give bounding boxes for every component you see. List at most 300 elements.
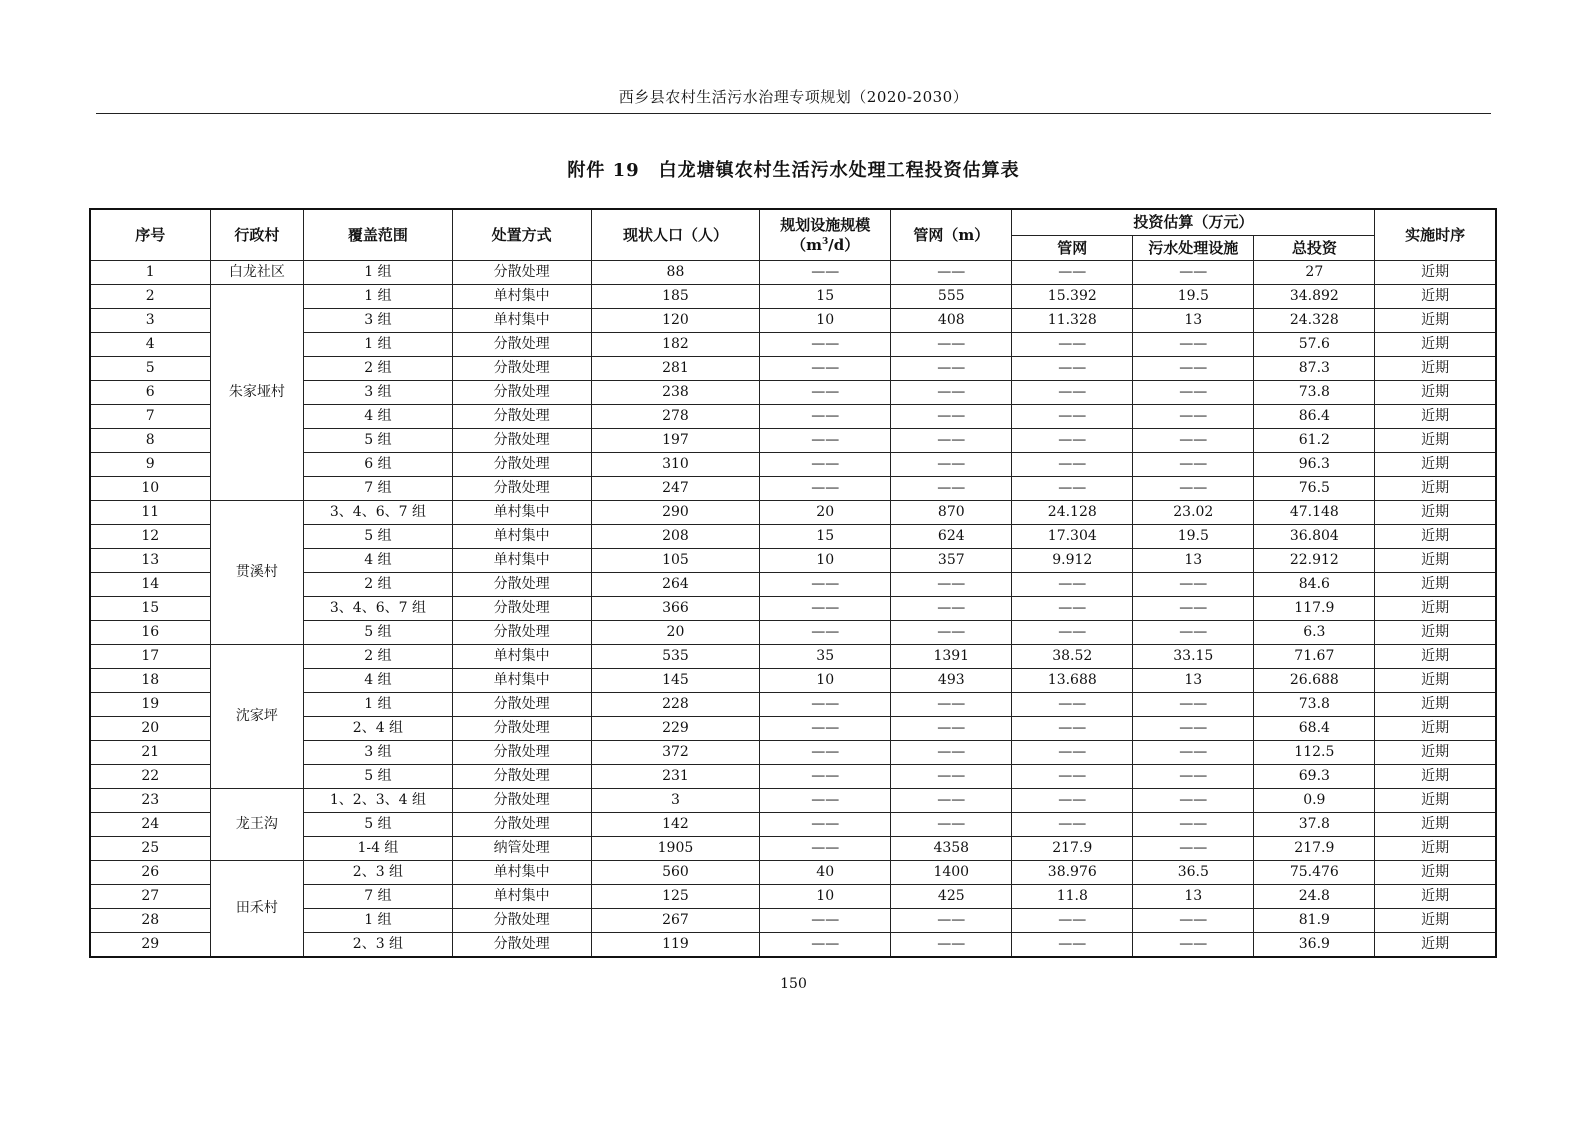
cell-seq: 21: [90, 741, 210, 765]
cell-inv-total: 47.148: [1254, 501, 1375, 525]
cell-facility-scale: 15: [760, 525, 891, 549]
cell-population: 310: [591, 453, 759, 477]
cell-method: 分散处理: [452, 405, 591, 429]
cell-timing: 近期: [1375, 309, 1496, 333]
cell-timing: 近期: [1375, 909, 1496, 933]
cell-inv-facility: 13: [1133, 309, 1254, 333]
cell-inv-pipe: ——: [1012, 357, 1133, 381]
cell-inv-facility: ——: [1133, 693, 1254, 717]
cell-timing: 近期: [1375, 621, 1496, 645]
cell-method: 单村集中: [452, 309, 591, 333]
cell-inv-pipe: ——: [1012, 813, 1133, 837]
cell-pipe-length: 408: [891, 309, 1012, 333]
cell-method: 单村集中: [452, 885, 591, 909]
cell-facility-scale: 10: [760, 549, 891, 573]
cell-facility-scale: 20: [760, 501, 891, 525]
cell-population: 290: [591, 501, 759, 525]
cell-scope: 5 组: [304, 765, 452, 789]
cell-pipe-length: ——: [891, 813, 1012, 837]
cell-inv-pipe: ——: [1012, 621, 1133, 645]
cell-inv-facility: 19.5: [1133, 285, 1254, 309]
cell-village: 朱家垭村: [210, 285, 304, 501]
cell-inv-facility: ——: [1133, 381, 1254, 405]
cell-pipe-length: ——: [891, 381, 1012, 405]
cell-timing: 近期: [1375, 429, 1496, 453]
cell-inv-total: 76.5: [1254, 477, 1375, 501]
cell-scope: 1 组: [304, 693, 452, 717]
header-inv-total: 总投资: [1254, 236, 1375, 261]
cell-inv-total: 86.4: [1254, 405, 1375, 429]
cell-method: 分散处理: [452, 717, 591, 741]
cell-method: 分散处理: [452, 333, 591, 357]
cell-inv-facility: 36.5: [1133, 861, 1254, 885]
cell-seq: 20: [90, 717, 210, 741]
cell-pipe-length: 493: [891, 669, 1012, 693]
cell-timing: 近期: [1375, 717, 1496, 741]
cell-method: 单村集中: [452, 669, 591, 693]
cell-pipe-length: ——: [891, 741, 1012, 765]
cell-population: 1905: [591, 837, 759, 861]
cell-facility-scale: 40: [760, 861, 891, 885]
cell-timing: 近期: [1375, 597, 1496, 621]
cell-timing: 近期: [1375, 333, 1496, 357]
cell-population: 197: [591, 429, 759, 453]
cell-inv-total: 73.8: [1254, 693, 1375, 717]
cell-scope: 2、3 组: [304, 933, 452, 958]
cell-inv-facility: ——: [1133, 261, 1254, 285]
cell-scope: 4 组: [304, 405, 452, 429]
cell-pipe-length: ——: [891, 717, 1012, 741]
cell-method: 单村集中: [452, 501, 591, 525]
cell-scope: 3 组: [304, 381, 452, 405]
cell-facility-scale: ——: [760, 909, 891, 933]
cell-scope: 6 组: [304, 453, 452, 477]
cell-pipe-length: 1391: [891, 645, 1012, 669]
cell-inv-pipe: ——: [1012, 261, 1133, 285]
cell-facility-scale: ——: [760, 789, 891, 813]
cell-inv-total: 87.3: [1254, 357, 1375, 381]
cell-scope: 5 组: [304, 429, 452, 453]
cell-pipe-length: ——: [891, 597, 1012, 621]
cell-scope: 1 组: [304, 909, 452, 933]
cell-population: 105: [591, 549, 759, 573]
cell-inv-pipe: ——: [1012, 453, 1133, 477]
cell-method: 单村集中: [452, 645, 591, 669]
cell-seq: 18: [90, 669, 210, 693]
cell-population: 119: [591, 933, 759, 958]
cell-facility-scale: ——: [760, 477, 891, 501]
cell-inv-pipe: ——: [1012, 933, 1133, 958]
header-pipe-length: 管网（m）: [891, 209, 1012, 261]
cell-inv-total: 217.9: [1254, 837, 1375, 861]
table-body: [90, 261, 1496, 958]
cell-inv-pipe: ——: [1012, 789, 1133, 813]
cell-facility-scale: ——: [760, 333, 891, 357]
page-number: 150: [780, 976, 807, 992]
cell-scope: 7 组: [304, 885, 452, 909]
header-timing: 实施时序: [1375, 209, 1496, 261]
cell-method: 分散处理: [452, 933, 591, 958]
cell-population: 3: [591, 789, 759, 813]
cell-timing: 近期: [1375, 285, 1496, 309]
cell-inv-total: 24.8: [1254, 885, 1375, 909]
cell-method: 纳管处理: [452, 837, 591, 861]
cell-inv-facility: ——: [1133, 453, 1254, 477]
table-row: [90, 285, 1496, 309]
cell-seq: 28: [90, 909, 210, 933]
cell-facility-scale: ——: [760, 741, 891, 765]
cell-method: 分散处理: [452, 789, 591, 813]
cell-facility-scale: ——: [760, 405, 891, 429]
cell-inv-facility: ——: [1133, 909, 1254, 933]
document-title: 附件 19 白龙塘镇农村生活污水处理工程投资估算表: [567, 160, 1020, 181]
cell-inv-facility: ——: [1133, 789, 1254, 813]
cell-facility-scale: ——: [760, 261, 891, 285]
cell-scope: 1 组: [304, 333, 452, 357]
cell-seq: 8: [90, 429, 210, 453]
cell-population: 20: [591, 621, 759, 645]
cell-inv-pipe: ——: [1012, 477, 1133, 501]
cell-seq: 19: [90, 693, 210, 717]
cell-seq: 13: [90, 549, 210, 573]
cell-inv-pipe: ——: [1012, 333, 1133, 357]
cell-inv-total: 22.912: [1254, 549, 1375, 573]
cell-seq: 14: [90, 573, 210, 597]
cell-inv-facility: ——: [1133, 477, 1254, 501]
cell-population: 281: [591, 357, 759, 381]
cell-pipe-length: 357: [891, 549, 1012, 573]
cell-timing: 近期: [1375, 573, 1496, 597]
cell-method: 分散处理: [452, 621, 591, 645]
cell-timing: 近期: [1375, 405, 1496, 429]
cell-inv-pipe: ——: [1012, 597, 1133, 621]
cell-inv-total: 69.3: [1254, 765, 1375, 789]
cell-inv-total: 34.892: [1254, 285, 1375, 309]
cell-pipe-length: ——: [891, 693, 1012, 717]
cell-inv-total: 112.5: [1254, 741, 1375, 765]
cell-inv-pipe: 13.688: [1012, 669, 1133, 693]
cell-pipe-length: ——: [891, 477, 1012, 501]
cell-pipe-length: ——: [891, 357, 1012, 381]
cell-population: 182: [591, 333, 759, 357]
cell-seq: 24: [90, 813, 210, 837]
cell-inv-pipe: 38.976: [1012, 861, 1133, 885]
cell-timing: 近期: [1375, 765, 1496, 789]
cell-inv-facility: ——: [1133, 837, 1254, 861]
cell-scope: 5 组: [304, 813, 452, 837]
cell-pipe-length: ——: [891, 621, 1012, 645]
cell-scope: 1 组: [304, 285, 452, 309]
cell-inv-total: 75.476: [1254, 861, 1375, 885]
cell-inv-pipe: ——: [1012, 381, 1133, 405]
header-method: 处置方式: [452, 209, 591, 261]
cell-scope: 3 组: [304, 741, 452, 765]
cell-scope: 4 组: [304, 549, 452, 573]
cell-inv-pipe: ——: [1012, 909, 1133, 933]
cell-seq: 29: [90, 933, 210, 958]
cell-inv-facility: 13: [1133, 885, 1254, 909]
cell-timing: 近期: [1375, 381, 1496, 405]
cell-scope: 2、3 组: [304, 861, 452, 885]
cell-inv-total: 36.804: [1254, 525, 1375, 549]
cell-scope: 5 组: [304, 525, 452, 549]
cell-seq: 4: [90, 333, 210, 357]
cell-facility-scale: ——: [760, 357, 891, 381]
cell-facility-scale: ——: [760, 453, 891, 477]
cell-village: 沈家坪: [210, 645, 304, 789]
cell-pipe-length: ——: [891, 573, 1012, 597]
cell-method: 分散处理: [452, 741, 591, 765]
cell-facility-scale: ——: [760, 837, 891, 861]
cell-inv-facility: ——: [1133, 357, 1254, 381]
table-row: [90, 789, 1496, 813]
cell-inv-facility: ——: [1133, 717, 1254, 741]
cell-facility-scale: 35: [760, 645, 891, 669]
cell-inv-pipe: ——: [1012, 405, 1133, 429]
cell-method: 分散处理: [452, 765, 591, 789]
cell-pipe-length: ——: [891, 429, 1012, 453]
cell-seq: 7: [90, 405, 210, 429]
cell-inv-total: 24.328: [1254, 309, 1375, 333]
cell-timing: 近期: [1375, 477, 1496, 501]
cell-timing: 近期: [1375, 693, 1496, 717]
cell-pipe-length: ——: [891, 789, 1012, 813]
cell-pipe-length: 555: [891, 285, 1012, 309]
investment-estimate-table: [89, 208, 1497, 958]
cell-seq: 6: [90, 381, 210, 405]
table-row: [90, 501, 1496, 525]
cell-pipe-length: 1400: [891, 861, 1012, 885]
cell-timing: 近期: [1375, 789, 1496, 813]
cell-method: 分散处理: [452, 477, 591, 501]
header-seq: 序号: [90, 209, 210, 261]
cell-inv-pipe: ——: [1012, 717, 1133, 741]
cell-inv-facility: 33.15: [1133, 645, 1254, 669]
cell-timing: 近期: [1375, 549, 1496, 573]
cell-inv-pipe: 9.912: [1012, 549, 1133, 573]
cell-inv-total: 117.9: [1254, 597, 1375, 621]
cell-scope: 2 组: [304, 357, 452, 381]
cell-village: 白龙社区: [210, 261, 304, 285]
cell-seq: 27: [90, 885, 210, 909]
cell-population: 231: [591, 765, 759, 789]
header-investment-group: 投资估算（万元）: [1012, 209, 1375, 236]
cell-facility-scale: ——: [760, 381, 891, 405]
cell-method: 分散处理: [452, 381, 591, 405]
cell-inv-facility: ——: [1133, 429, 1254, 453]
cell-facility-scale: ——: [760, 765, 891, 789]
header-population: 现状人口（人）: [591, 209, 759, 261]
cell-inv-total: 57.6: [1254, 333, 1375, 357]
cell-facility-scale: ——: [760, 717, 891, 741]
cell-inv-pipe: 38.52: [1012, 645, 1133, 669]
cell-seq: 23: [90, 789, 210, 813]
cell-pipe-length: ——: [891, 453, 1012, 477]
cell-inv-pipe: 11.8: [1012, 885, 1133, 909]
cell-inv-total: 84.6: [1254, 573, 1375, 597]
cell-scope: 7 组: [304, 477, 452, 501]
running-header: 西乡县农村生活污水治理专项规划（2020-2030）: [618, 88, 969, 106]
cell-population: 366: [591, 597, 759, 621]
cell-method: 单村集中: [452, 525, 591, 549]
cell-timing: 近期: [1375, 453, 1496, 477]
cell-scope: 1、2、3、4 组: [304, 789, 452, 813]
cell-timing: 近期: [1375, 261, 1496, 285]
cell-facility-scale: 10: [760, 885, 891, 909]
cell-scope: 2 组: [304, 573, 452, 597]
cell-timing: 近期: [1375, 741, 1496, 765]
cell-facility-scale: ——: [760, 597, 891, 621]
cell-seq: 17: [90, 645, 210, 669]
header-village: 行政村: [210, 209, 304, 261]
cell-population: 228: [591, 693, 759, 717]
cell-inv-pipe: 11.328: [1012, 309, 1133, 333]
cell-timing: 近期: [1375, 357, 1496, 381]
cell-method: 分散处理: [452, 261, 591, 285]
cell-pipe-length: ——: [891, 333, 1012, 357]
cell-population: 267: [591, 909, 759, 933]
cell-population: 535: [591, 645, 759, 669]
cell-seq: 16: [90, 621, 210, 645]
cell-scope: 3 组: [304, 309, 452, 333]
cell-population: 372: [591, 741, 759, 765]
cell-seq: 12: [90, 525, 210, 549]
cell-inv-total: 36.9: [1254, 933, 1375, 958]
cell-timing: 近期: [1375, 837, 1496, 861]
cell-timing: 近期: [1375, 861, 1496, 885]
cell-timing: 近期: [1375, 813, 1496, 837]
cell-pipe-length: 425: [891, 885, 1012, 909]
cell-timing: 近期: [1375, 933, 1496, 958]
cell-inv-pipe: 15.392: [1012, 285, 1133, 309]
cell-inv-facility: ——: [1133, 333, 1254, 357]
cell-scope: 2 组: [304, 645, 452, 669]
cell-population: 208: [591, 525, 759, 549]
cell-method: 分散处理: [452, 813, 591, 837]
cell-inv-facility: 23.02: [1133, 501, 1254, 525]
table-row: [90, 861, 1496, 885]
cell-inv-total: 27: [1254, 261, 1375, 285]
cell-pipe-length: 870: [891, 501, 1012, 525]
cell-inv-pipe: 17.304: [1012, 525, 1133, 549]
header-inv-pipe: 管网: [1012, 236, 1133, 261]
cell-scope: 1-4 组: [304, 837, 452, 861]
cell-scope: 3、4、6、7 组: [304, 597, 452, 621]
header-scope: 覆盖范围: [304, 209, 452, 261]
cell-population: 88: [591, 261, 759, 285]
cell-seq: 22: [90, 765, 210, 789]
cell-scope: 1 组: [304, 261, 452, 285]
cell-inv-total: 26.688: [1254, 669, 1375, 693]
cell-inv-facility: ——: [1133, 573, 1254, 597]
cell-method: 单村集中: [452, 549, 591, 573]
header-inv-facility: 污水处理设施: [1133, 236, 1254, 261]
cell-inv-facility: 13: [1133, 549, 1254, 573]
cell-inv-facility: 13: [1133, 669, 1254, 693]
header-facility-scale-unit: $(m^3/d)$: [791, 236, 860, 254]
cell-seq: 2: [90, 285, 210, 309]
cell-facility-scale: 10: [760, 669, 891, 693]
cell-inv-total: 68.4: [1254, 717, 1375, 741]
header-divider: [96, 113, 1491, 114]
cell-population: 229: [591, 717, 759, 741]
cell-inv-facility: ——: [1133, 765, 1254, 789]
cell-inv-pipe: 217.9: [1012, 837, 1133, 861]
cell-population: 278: [591, 405, 759, 429]
cell-village: 田禾村: [210, 861, 304, 958]
cell-method: 分散处理: [452, 453, 591, 477]
cell-inv-pipe: ——: [1012, 573, 1133, 597]
cell-population: 185: [591, 285, 759, 309]
cell-population: 142: [591, 813, 759, 837]
cell-method: 分散处理: [452, 909, 591, 933]
cell-inv-total: 0.9: [1254, 789, 1375, 813]
cell-facility-scale: ——: [760, 621, 891, 645]
cell-inv-facility: ——: [1133, 813, 1254, 837]
cell-method: 分散处理: [452, 693, 591, 717]
cell-inv-facility: ——: [1133, 933, 1254, 958]
cell-population: 145: [591, 669, 759, 693]
cell-facility-scale: ——: [760, 573, 891, 597]
cell-inv-total: 37.8: [1254, 813, 1375, 837]
cell-inv-total: 71.67: [1254, 645, 1375, 669]
cell-timing: 近期: [1375, 525, 1496, 549]
cell-pipe-length: ——: [891, 909, 1012, 933]
cell-facility-scale: ——: [760, 429, 891, 453]
cell-facility-scale: ——: [760, 693, 891, 717]
cell-inv-total: 73.8: [1254, 381, 1375, 405]
cell-seq: 26: [90, 861, 210, 885]
cell-village: 龙王沟: [210, 789, 304, 861]
cell-population: 560: [591, 861, 759, 885]
cell-method: 分散处理: [452, 573, 591, 597]
cell-facility-scale: ——: [760, 933, 891, 958]
cell-method: 单村集中: [452, 861, 591, 885]
cell-pipe-length: 4358: [891, 837, 1012, 861]
cell-inv-facility: 19.5: [1133, 525, 1254, 549]
cell-scope: 5 组: [304, 621, 452, 645]
cell-inv-total: 61.2: [1254, 429, 1375, 453]
table-row: [90, 261, 1496, 285]
cell-inv-facility: ——: [1133, 597, 1254, 621]
cell-scope: 3、4、6、7 组: [304, 501, 452, 525]
table-row: [90, 645, 1496, 669]
cell-method: 分散处理: [452, 597, 591, 621]
cell-inv-pipe: ——: [1012, 741, 1133, 765]
cell-population: 125: [591, 885, 759, 909]
cell-inv-facility: ——: [1133, 621, 1254, 645]
cell-facility-scale: 10: [760, 309, 891, 333]
cell-inv-facility: ——: [1133, 741, 1254, 765]
cell-inv-total: 81.9: [1254, 909, 1375, 933]
cell-population: 264: [591, 573, 759, 597]
cell-seq: 1: [90, 261, 210, 285]
cell-seq: 25: [90, 837, 210, 861]
cell-scope: 2、4 组: [304, 717, 452, 741]
header-facility-scale-label: 规划设施规模: [780, 216, 871, 234]
cell-seq: 5: [90, 357, 210, 381]
cell-seq: 11: [90, 501, 210, 525]
cell-seq: 15: [90, 597, 210, 621]
cell-seq: 3: [90, 309, 210, 333]
cell-population: 238: [591, 381, 759, 405]
cell-pipe-length: ——: [891, 765, 1012, 789]
cell-facility-scale: 15: [760, 285, 891, 309]
cell-method: 分散处理: [452, 429, 591, 453]
cell-method: 分散处理: [452, 357, 591, 381]
cell-timing: 近期: [1375, 501, 1496, 525]
cell-inv-pipe: ——: [1012, 429, 1133, 453]
